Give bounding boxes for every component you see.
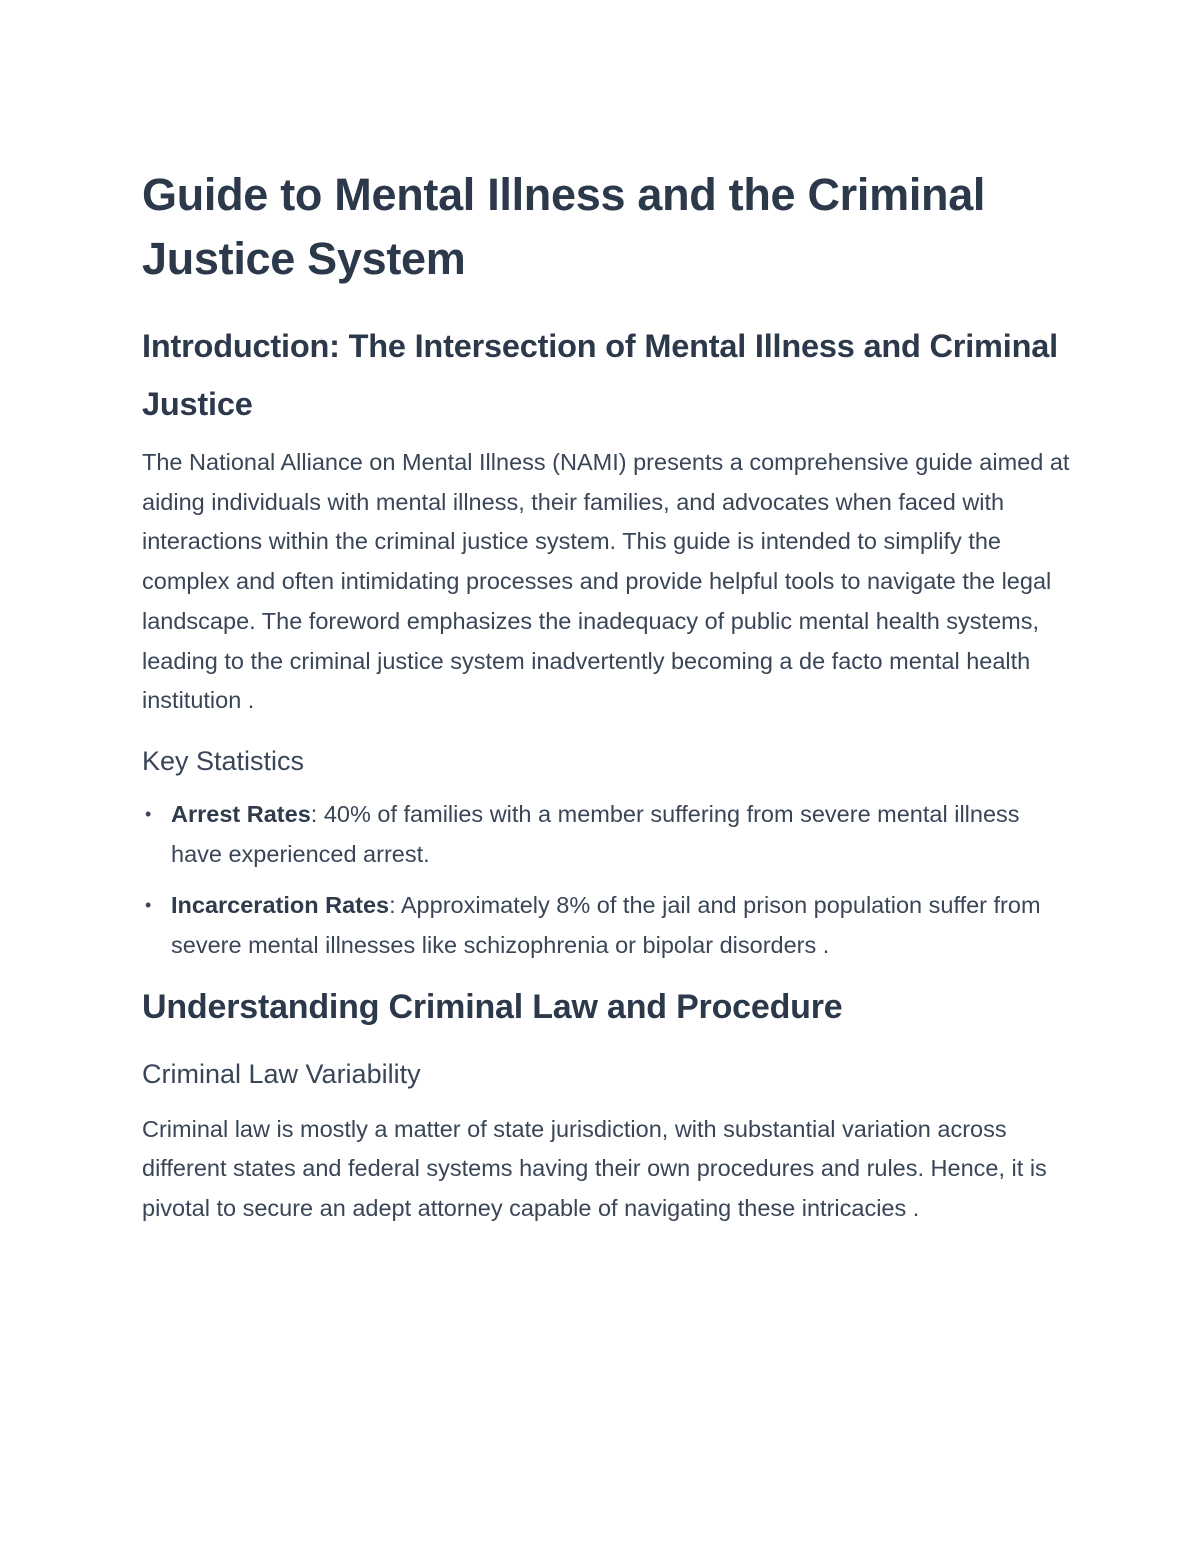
stat-label: Arrest Rates (171, 800, 311, 827)
intro-heading: Introduction: The Intersection of Mental Illness and Criminal Justice (142, 328, 1058, 422)
document-page (142, 163, 1072, 1229)
criminal-law-subheading: Criminal Law Variability (142, 1058, 421, 1089)
criminal-law-heading: Understanding Criminal Law and Procedure (142, 987, 843, 1026)
stat-text: : 40% of families with a member suffering from severe mental illness have experienced arrest. (171, 800, 1020, 867)
key-statistics-list (142, 795, 1072, 966)
bullet-icon: • (145, 895, 152, 916)
stat-label: Incarceration Rates (171, 892, 390, 919)
list-item (145, 886, 1072, 965)
bullet-icon: • (145, 803, 152, 824)
stat-text: : Approximately 8% of the jail and prison population suffer from severe mental illnesses like schizophrenia or bipolar disorders . (171, 892, 1041, 959)
key-statistics-heading: Key Statistics (142, 745, 305, 776)
intro-paragraph: The National Alliance on Mental Illness (NAMI) presents a comprehensive guide aimed at aiding individuals with mental illness, their families, and advocates when faced with interactions within the criminal justice system. This guide is intended to simplify the complex and often intimidating processes and provide helpful tools to navigate the legal landscape. The foreword emphasizes the inadequacy of public mental health systems, leading to the criminal justice system inadvertently becoming a de facto mental health institution . (142, 449, 1070, 714)
list-item (145, 795, 1072, 874)
document-title: Guide to Mental Illness and the Criminal Justice System (142, 169, 986, 284)
criminal-law-paragraph: Criminal law is mostly a matter of state jurisdiction, with substantial variation across different states and federal systems having their own procedures and rules. Hence, it is pivotal to secure an adept attorney capable of navigating these intricacies . (142, 1115, 1047, 1222)
